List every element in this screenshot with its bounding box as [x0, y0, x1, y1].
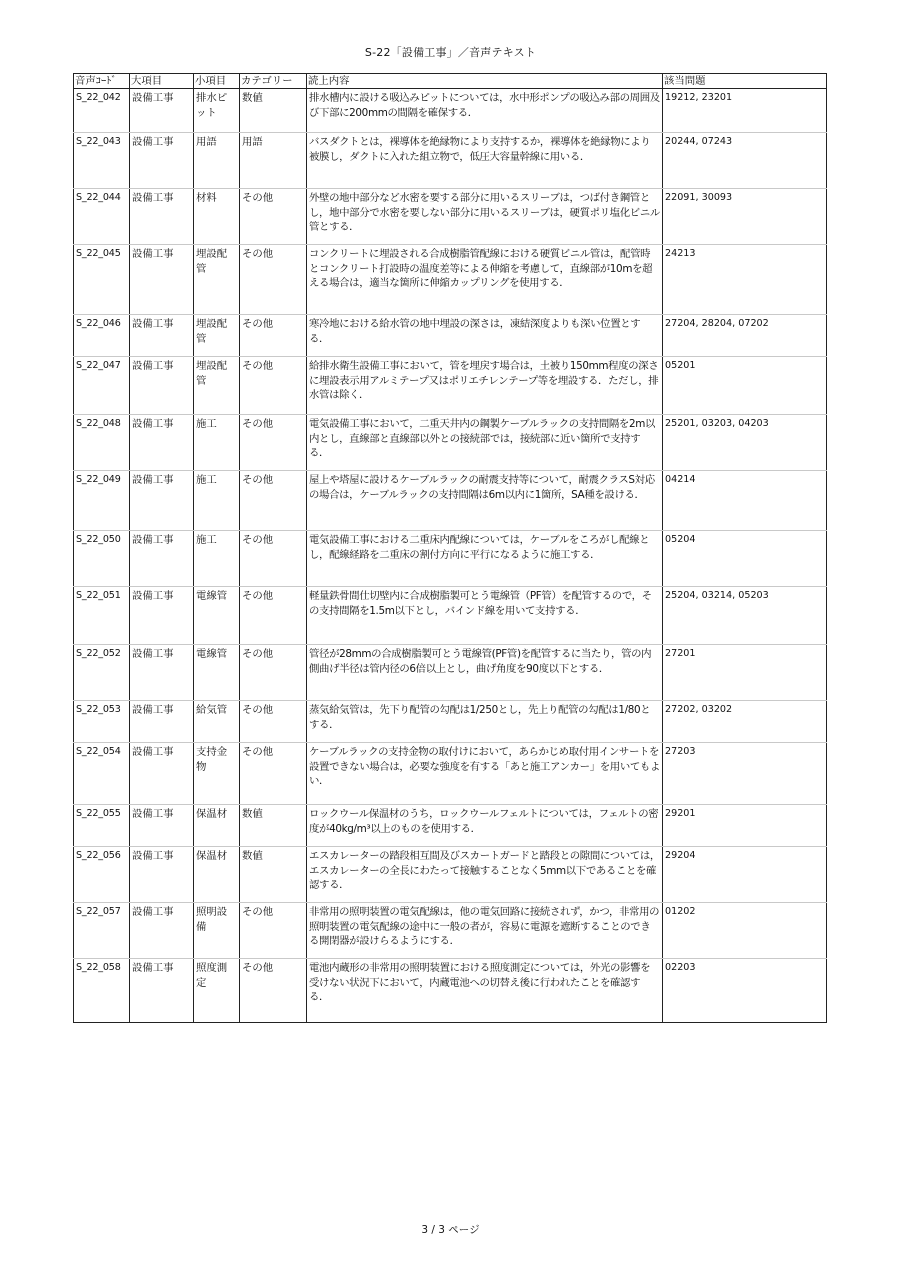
minor-item-cell: 埋設配管	[194, 245, 240, 315]
minor-item-cell: 照度測定	[194, 959, 240, 1023]
major-item-cell: 設備工事	[130, 133, 194, 189]
problems-cell: 27203	[663, 743, 827, 805]
minor-item-cell: 保温材	[194, 805, 240, 847]
code-cell: S_22_051	[74, 587, 130, 645]
category-cell: その他	[240, 903, 307, 959]
content-cell: 電気設備工事において，二重天井内の鋼製ケーブルラックの支持間隔を2m以内とし，直線部と直線部以外との接続部では，接続部に近い箇所で支持する．	[307, 415, 663, 471]
minor-item-cell: 施工	[194, 531, 240, 587]
code-cell: S_22_052	[74, 645, 130, 701]
table-row	[74, 847, 827, 903]
header-problems: 該当問題	[663, 74, 827, 89]
table-row	[74, 415, 827, 471]
code-cell: S_22_042	[74, 89, 130, 133]
category-cell: その他	[240, 531, 307, 587]
category-cell: 用語	[240, 133, 307, 189]
table-row	[74, 357, 827, 415]
minor-item-cell: 保温材	[194, 847, 240, 903]
category-cell: その他	[240, 415, 307, 471]
problems-cell: 02203	[663, 959, 827, 1023]
major-item-cell: 設備工事	[130, 903, 194, 959]
problems-cell: 01202	[663, 903, 827, 959]
minor-item-cell: 排水ピット	[194, 89, 240, 133]
category-cell: その他	[240, 471, 307, 531]
content-cell: 電気設備工事における二重床内配線については，ケーブルをころがし配線とし，配線経路を二重床の割付方向に平行になるように施工する．	[307, 531, 663, 587]
header-row	[74, 74, 827, 89]
code-cell: S_22_045	[74, 245, 130, 315]
category-cell: 数値	[240, 89, 307, 133]
table-row	[74, 245, 827, 315]
table-row	[74, 189, 827, 245]
minor-item-cell: 施工	[194, 415, 240, 471]
code-cell: S_22_058	[74, 959, 130, 1023]
problems-cell: 04214	[663, 471, 827, 531]
content-cell: 蒸気給気管は，先下り配管の勾配は1/250とし，先上り配管の勾配は1/80とする．	[307, 701, 663, 743]
minor-item-cell: 給気管	[194, 701, 240, 743]
major-item-cell: 設備工事	[130, 645, 194, 701]
major-item-cell: 設備工事	[130, 245, 194, 315]
code-cell: S_22_056	[74, 847, 130, 903]
content-cell: エスカレーターの踏段相互間及びスカートガードと踏段との隙間については，エスカレーターの全長にわたって接触することなく5mm以下であることを確認する．	[307, 847, 663, 903]
page-number: 3 / 3 ページ	[421, 1224, 480, 1236]
problems-cell: 25201, 03203, 04203	[663, 415, 827, 471]
content-cell: 寒冷地における給水管の地中埋設の深さは，凍結深度よりも深い位置とする．	[307, 315, 663, 357]
header-category: カテゴリー	[240, 74, 307, 89]
code-cell: S_22_044	[74, 189, 130, 245]
problems-cell: 05204	[663, 531, 827, 587]
major-item-cell: 設備工事	[130, 587, 194, 645]
major-item-cell: 設備工事	[130, 847, 194, 903]
content-cell: 電池内蔵形の非常用の照明装置における照度測定については，外光の影響を受けない状況下において，内蔵電池への切替え後に行われたことを確認する．	[307, 959, 663, 1023]
major-item-cell: 設備工事	[130, 805, 194, 847]
category-cell: その他	[240, 645, 307, 701]
code-cell: S_22_050	[74, 531, 130, 587]
content-cell: 屋上や塔屋に設けるケーブルラックの耐震支持等について，耐震クラスS対応の場合は，ケーブルラックの支持間隔は6m以内に1箇所，SA種を設ける．	[307, 471, 663, 531]
content-cell: 非常用の照明装置の電気配線は，他の電気回路に接続されず，かつ，非常用の照明装置の電気配線の途中に一般の者が，容易に電源を遮断することのできる開閉器が設けらるようにする．	[307, 903, 663, 959]
content-cell: 管径が28mmの合成樹脂製可とう電線管(PF管)を配管するに当たり，管の内側曲げ半径は管内径の6倍以上とし，曲げ角度を90度以下とする．	[307, 645, 663, 701]
major-item-cell: 設備工事	[130, 743, 194, 805]
code-cell: S_22_046	[74, 315, 130, 357]
problems-cell: 20244, 07243	[663, 133, 827, 189]
category-cell: 数値	[240, 805, 307, 847]
major-item-cell: 設備工事	[130, 959, 194, 1023]
problems-cell: 05201	[663, 357, 827, 415]
header-minor-item: 小項目	[194, 74, 240, 89]
table-row	[74, 959, 827, 1023]
header-major-item: 大項目	[130, 74, 194, 89]
category-cell: その他	[240, 701, 307, 743]
header-content: 読上内容	[307, 74, 663, 89]
code-cell: S_22_055	[74, 805, 130, 847]
minor-item-cell: 材料	[194, 189, 240, 245]
code-cell: S_22_054	[74, 743, 130, 805]
category-cell: その他	[240, 587, 307, 645]
content-cell: ケーブルラックの支持金物の取付けにおいて，あらかじめ取付用インサートを設置できない場合は，必要な強度を有する「あと施工アンカー」を用いてもよい．	[307, 743, 663, 805]
table-row	[74, 89, 827, 133]
table-row	[74, 701, 827, 743]
minor-item-cell: 電線管	[194, 587, 240, 645]
table-row	[74, 587, 827, 645]
minor-item-cell: 埋設配管	[194, 315, 240, 357]
major-item-cell: 設備工事	[130, 415, 194, 471]
category-cell: その他	[240, 245, 307, 315]
code-cell: S_22_057	[74, 903, 130, 959]
problems-cell: 29201	[663, 805, 827, 847]
page-title: S-22「設備工事」／音声テキスト	[364, 46, 537, 59]
table-row	[74, 315, 827, 357]
category-cell: その他	[240, 743, 307, 805]
content-cell: コンクリートに埋設される合成樹脂管配線における硬質ビニル管は，配管時とコンクリート打設時の温度差等による伸縮を考慮して，直線部が10mを超える場合は，適当な箇所に伸縮カップリングを使用する．	[307, 245, 663, 315]
problems-cell: 22091, 30093	[663, 189, 827, 245]
table-row	[74, 531, 827, 587]
table-row	[74, 743, 827, 805]
content-cell: バスダクトとは，裸導体を絶縁物により支持するか，裸導体を絶縁物により被膜し，ダクトに入れた組立物で，低圧大容量幹線に用いる．	[307, 133, 663, 189]
problems-cell: 24213	[663, 245, 827, 315]
category-cell: その他	[240, 959, 307, 1023]
problems-cell: 27204, 28204, 07202	[663, 315, 827, 357]
minor-item-cell: 支持金物	[194, 743, 240, 805]
code-cell: S_22_049	[74, 471, 130, 531]
problems-cell: 27202, 03202	[663, 701, 827, 743]
category-cell: その他	[240, 189, 307, 245]
table-row	[74, 471, 827, 531]
table-row	[74, 133, 827, 189]
table-body	[74, 89, 827, 1023]
code-cell: S_22_053	[74, 701, 130, 743]
major-item-cell: 設備工事	[130, 89, 194, 133]
minor-item-cell: 用語	[194, 133, 240, 189]
problems-cell: 29204	[663, 847, 827, 903]
minor-item-cell: 照明設備	[194, 903, 240, 959]
major-item-cell: 設備工事	[130, 189, 194, 245]
content-cell: ロックウール保温材のうち，ロックウールフェルトについては，フェルトの密度が40kg/m³以上のものを使用する．	[307, 805, 663, 847]
voice-text-table	[73, 73, 827, 1023]
code-cell: S_22_048	[74, 415, 130, 471]
table-row	[74, 805, 827, 847]
major-item-cell: 設備工事	[130, 471, 194, 531]
minor-item-cell: 施工	[194, 471, 240, 531]
code-cell: S_22_043	[74, 133, 130, 189]
major-item-cell: 設備工事	[130, 315, 194, 357]
major-item-cell: 設備工事	[130, 701, 194, 743]
problems-cell: 19212, 23201	[663, 89, 827, 133]
minor-item-cell: 電線管	[194, 645, 240, 701]
minor-item-cell: 埋設配管	[194, 357, 240, 415]
code-cell: S_22_047	[74, 357, 130, 415]
problems-cell: 27201	[663, 645, 827, 701]
content-cell: 軽量鉄骨間仕切壁内に合成樹脂製可とう電線管（PF管）を配管するので，その支持間隔を1.5m以下とし，バインド線を用いて支持する．	[307, 587, 663, 645]
category-cell: 数値	[240, 847, 307, 903]
table-row	[74, 903, 827, 959]
category-cell: その他	[240, 357, 307, 415]
header-code: 音声ｺｰﾄﾞ	[74, 74, 130, 89]
major-item-cell: 設備工事	[130, 357, 194, 415]
problems-cell: 25204, 03214, 05203	[663, 587, 827, 645]
major-item-cell: 設備工事	[130, 531, 194, 587]
category-cell: その他	[240, 315, 307, 357]
content-cell: 排水槽内に設ける吸込みピットについては，水中形ポンプの吸込み部の周囲及び下部に200mmの間隔を確保する．	[307, 89, 663, 133]
table-row	[74, 645, 827, 701]
content-cell: 外壁の地中部分など水密を要する部分に用いるスリーブは，つば付き鋼管とし，地中部分で水密を要しない部分に用いるスリーブは，硬質ポリ塩化ビニル管とする．	[307, 189, 663, 245]
content-cell: 給排水衛生設備工事において，管を埋戻す場合は，土被り150mm程度の深さに埋設表示用アルミテープ又はポリエチレンテープ等を埋設する．ただし，排水管は除く．	[307, 357, 663, 415]
